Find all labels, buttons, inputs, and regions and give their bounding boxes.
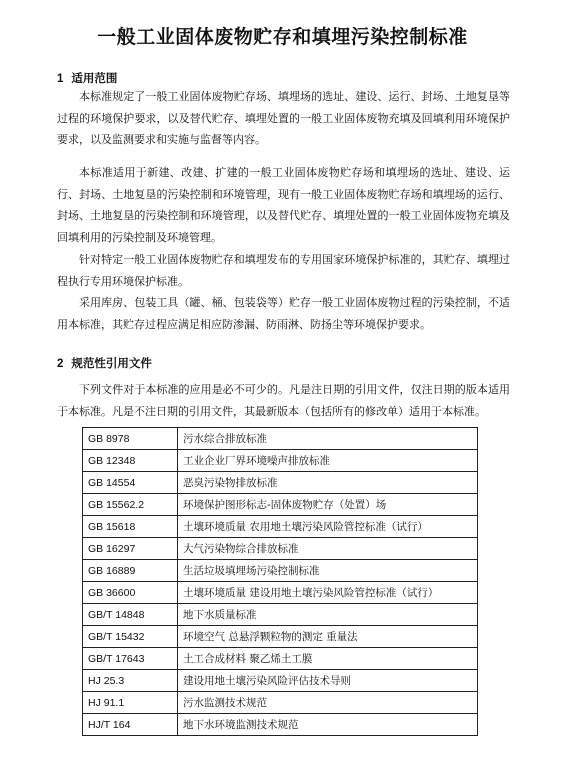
reference-code: HJ/T 164 xyxy=(83,714,178,736)
reference-code: GB 16889 xyxy=(83,560,178,582)
reference-name: 土工合成材料 聚乙烯土工膜 xyxy=(178,648,478,670)
reference-code: GB/T 17643 xyxy=(83,648,178,670)
section-2-number: 2 xyxy=(57,358,64,370)
reference-name: 大气污染物综合排放标准 xyxy=(178,538,478,560)
reference-name: 建设用地土壤污染风险评估技术导则 xyxy=(178,670,478,692)
table-row xyxy=(83,560,478,582)
reference-code: GB/T 14848 xyxy=(83,604,178,626)
section-1-paragraph-3: 针对特定一般工业固体废物贮存和填埋发布的专用国家环境保护标准的，其贮存、填埋过程执行专用环境保护标准。 xyxy=(57,253,510,288)
table-row xyxy=(83,714,478,736)
section-1-heading xyxy=(57,70,117,86)
section-2-title: 规范性引用文件 xyxy=(71,358,152,370)
reference-name: 地下水环境监测技术规范 xyxy=(178,714,478,736)
reference-code: GB 16297 xyxy=(83,538,178,560)
table-row xyxy=(83,428,478,450)
section-2-heading xyxy=(57,355,152,371)
reference-code: GB/T 15432 xyxy=(83,626,178,648)
reference-name: 污水综合排放标准 xyxy=(178,428,478,450)
reference-code: GB 12348 xyxy=(83,450,178,472)
section-2-intro: 下列文件对于本标准的应用是必不可少的。凡是注日期的引用文件，仅注日期的版本适用于本标准。凡是不注日期的引用文件，其最新版本（包括所有的修改单）适用于本标准。 xyxy=(57,383,510,418)
table-row xyxy=(83,472,478,494)
section-1-paragraph-2: 本标准适用于新建、改建、扩建的一般工业固体废物贮存场和填埋场的选址、建设、运行、封场、土地复垦的污染控制和环境管理，现有一般工业固体废物贮存场和填埋场的运行、封场、土地复垦的污染控制和环境管理，以及替代贮存、填埋处置的一般工业固体废物充填及回填利用的污染控制及环境管理。 xyxy=(57,166,510,244)
table-row xyxy=(83,648,478,670)
reference-code: GB 8978 xyxy=(83,428,178,450)
reference-code: GB 14554 xyxy=(83,472,178,494)
table-row xyxy=(83,604,478,626)
table-row xyxy=(83,626,478,648)
reference-name: 工业企业厂界环境噪声排放标准 xyxy=(178,450,478,472)
reference-name: 环境保护图形标志-固体废物贮存（处置）场 xyxy=(178,494,478,516)
reference-name: 恶臭污染物排放标准 xyxy=(178,472,478,494)
reference-code: GB 36600 xyxy=(83,582,178,604)
reference-name: 土壤环境质量 农用地土壤污染风险管控标准（试行） xyxy=(178,516,478,538)
section-1-paragraph-1: 本标准规定了一般工业固体废物贮存场、填埋场的选址、建设、运行、封场、土地复垦等过程的环境保护要求，以及替代贮存、填埋处置的一般工业固体废物充填及回填利用环境保护要求，以及监测要求和实施与监督等内容。 xyxy=(57,90,510,146)
reference-table xyxy=(82,427,478,736)
table-row xyxy=(83,692,478,714)
table-row xyxy=(83,670,478,692)
table-row xyxy=(83,538,478,560)
reference-name: 地下水质量标准 xyxy=(178,604,478,626)
table-row xyxy=(83,582,478,604)
reference-code: HJ 25.3 xyxy=(83,670,178,692)
reference-name: 土壤环境质量 建设用地土壤污染风险管控标准（试行） xyxy=(178,582,478,604)
document-title: 一般工业固体废物贮存和填埋污染控制标准 xyxy=(97,26,468,48)
reference-name: 生活垃圾填埋场污染控制标准 xyxy=(178,560,478,582)
reference-name: 污水监测技术规范 xyxy=(178,692,478,714)
table-row xyxy=(83,450,478,472)
section-1-title: 适用范围 xyxy=(71,73,118,85)
reference-code: HJ 91.1 xyxy=(83,692,178,714)
table-row xyxy=(83,494,478,516)
reference-code: GB 15562.2 xyxy=(83,494,178,516)
section-1-number: 1 xyxy=(57,73,64,85)
reference-code: GB 15618 xyxy=(83,516,178,538)
reference-name: 环境空气 总悬浮颗粒物的测定 重量法 xyxy=(178,626,478,648)
table-row xyxy=(83,516,478,538)
section-1-paragraph-4: 采用库房、包装工具（罐、桶、包装袋等）贮存一般工业固体废物过程的污染控制，不适用本标准，其贮存过程应满足相应防渗漏、防雨淋、防扬尘等环境保护要求。 xyxy=(57,296,510,331)
